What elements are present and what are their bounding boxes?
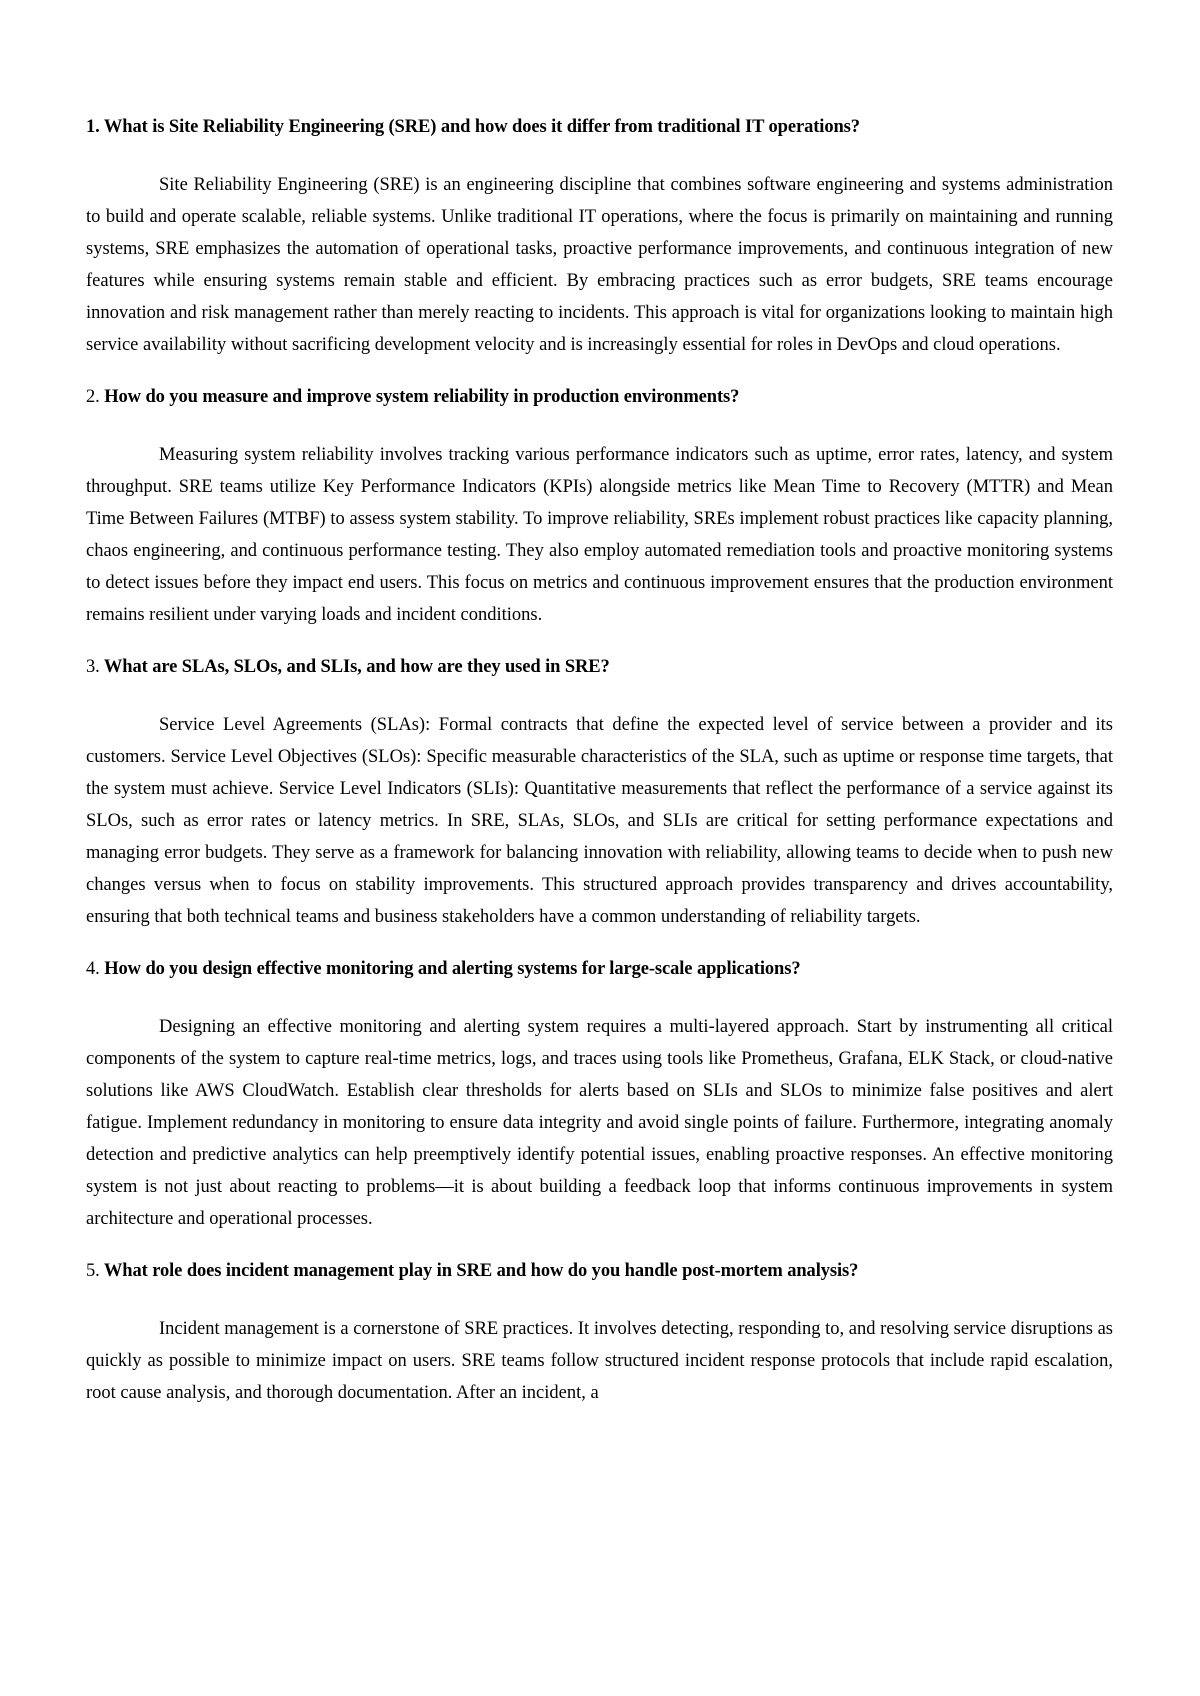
question-heading — [86, 1258, 1113, 1284]
question-heading — [86, 114, 1113, 140]
answer-paragraph: Site Reliability Engineering (SRE) is an engineering discipline that combines software engineering and systems administration to build and operate scalable, reliable systems. Unlike traditional IT operations, where the focus is primarily on maintaining and running systems, SRE emphasizes the automation of operational tasks, proactive performance improvements, and continuous integration of new features while ensuring systems remain stable and efficient. By embracing practices such as error budgets, SRE teams encourage innovation and risk management rather than merely reacting to incidents. This approach is vital for organizations looking to maintain high service availability without sacrificing development velocity and is increasingly essential for roles in DevOps and cloud operations. — [86, 175, 1113, 355]
answer-paragraph: Service Level Agreements (SLAs): Formal contracts that define the expected level of service between a provider and its customers. Service Level Objectives (SLOs): Specific measurable characteristics of the SLA, such as uptime or response time targets, that the system must achieve. Service Level Indicators (SLIs): Quantitative measurements that reflect the performance of a service against its SLOs, such as error rates or latency metrics. In SRE, SLAs, SLOs, and SLIs are critical for setting performance expectations and managing error budgets. They serve as a framework for balancing innovation with reliability, allowing teams to decide when to push new changes versus when to focus on stability improvements. This structured approach provides transparency and drives accountability, ensuring that both technical teams and business stakeholders have a common understanding of reliability targets. — [86, 715, 1113, 927]
answer-paragraph: Incident management is a cornerstone of SRE practices. It involves detecting, responding to, and resolving service disruptions as quickly as possible to minimize impact on users. SRE teams follow structured incident response protocols that include rapid escalation, root cause analysis, and thorough documentation. After an incident, a — [86, 1319, 1113, 1403]
qa-section-1 — [86, 114, 1113, 361]
qa-section-3 — [86, 654, 1113, 933]
question-text: How do you design effective monitoring and alerting systems for large-scale applications? — [104, 959, 801, 979]
question-text: How do you measure and improve system reliability in production environments? — [104, 387, 740, 407]
question-text: What is Site Reliability Engineering (SRE) and how does it differ from traditional IT operations? — [103, 117, 860, 137]
question-number: 3. — [86, 657, 100, 677]
question-number: 4. — [86, 959, 100, 979]
qa-section-2 — [86, 384, 1113, 631]
qa-section-5 — [86, 1258, 1113, 1409]
question-heading — [86, 956, 1113, 982]
question-text: What are SLAs, SLOs, and SLIs, and how are they used in SRE? — [103, 657, 610, 677]
answer-paragraph: Measuring system reliability involves tracking various performance indicators such as uptime, error rates, latency, and system throughput. SRE teams utilize Key Performance Indicators (KPIs) alongside metrics like Mean Time to Recovery (MTTR) and Mean Time Between Failures (MTBF) to assess system stability. To improve reliability, SREs implement robust practices like capacity planning, chaos engineering, and continuous performance testing. They also employ automated remediation tools and proactive monitoring systems to detect issues before they impact end users. This focus on metrics and continuous improvement ensures that the production environment remains resilient under varying loads and incident conditions. — [86, 445, 1113, 625]
answer-paragraph: Designing an effective monitoring and alerting system requires a multi-layered approach. Start by instrumenting all critical components of the system to capture real-time metrics, logs, and traces using tools like Prometheus, Grafana, ELK Stack, or cloud-native solutions like AWS CloudWatch. Establish clear thresholds for alerts based on SLIs and SLOs to minimize false positives and alert fatigue. Implement redundancy in monitoring to ensure data integrity and avoid single points of failure. Furthermore, integrating anomaly detection and predictive analytics can help preemptively identify potential issues, enabling proactive responses. An effective monitoring system is not just about reacting to problems—it is about building a feedback loop that informs continuous improvements in system architecture and operational processes. — [86, 1017, 1113, 1229]
question-number: 5. — [86, 1261, 100, 1281]
question-text: What role does incident management play in SRE and how do you handle post-mortem analysis? — [103, 1261, 859, 1281]
qa-section-4 — [86, 956, 1113, 1235]
question-heading — [86, 384, 1113, 410]
question-heading — [86, 654, 1113, 680]
question-number: 2. — [86, 387, 100, 407]
question-number: 1. — [86, 117, 100, 137]
